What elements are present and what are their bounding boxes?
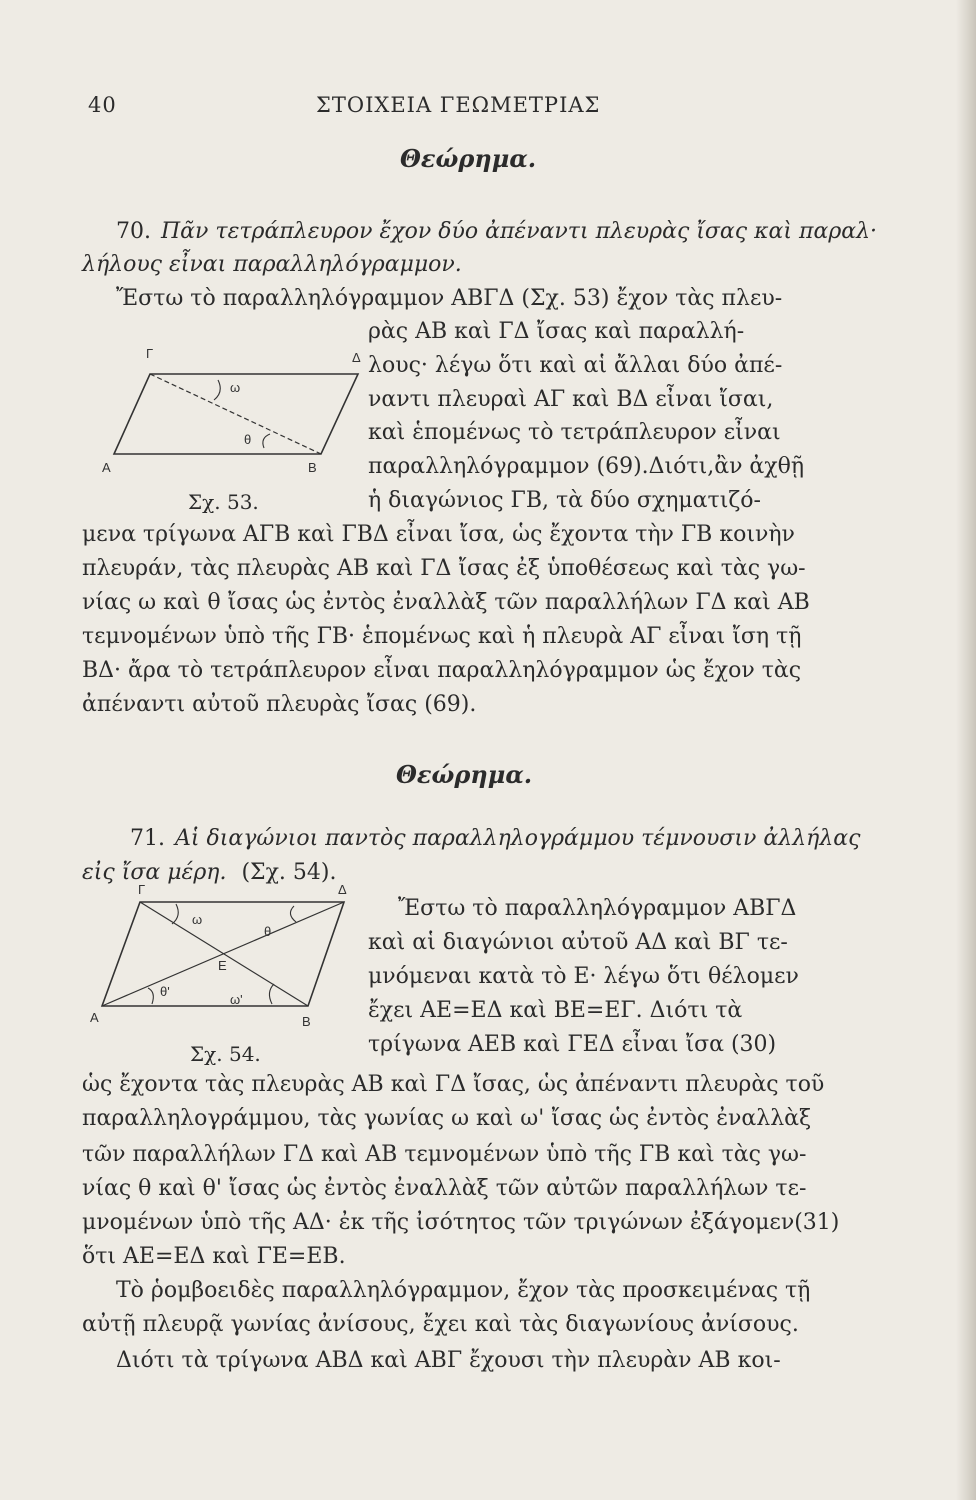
- theorem-heading-70: Θεώρημα.: [400, 144, 537, 173]
- label-e: Ε: [218, 958, 227, 973]
- proof-71-line: ἔχει ΑΕ=ΕΔ καὶ ΒΕ=ΕΓ. Διότι τὰ: [368, 998, 743, 1023]
- label-b: Β: [308, 460, 317, 475]
- proof-70-line: νίας ω καὶ θ ἴσας ὡς ἐντὸς ἐναλλὰξ τῶν παραλλήλων ΓΔ καὶ ΑΒ: [82, 590, 810, 615]
- proof-71-line: τρίγωνα ΑΕΒ καὶ ΓΕΔ εἶναι ἴσα (30): [368, 1032, 777, 1057]
- proof-70-line: ἀπέναντι αὐτοῦ πλευρὰς ἴσας (69).: [82, 692, 477, 717]
- page-edge: [956, 0, 976, 1500]
- label-d: Δ: [338, 882, 347, 897]
- proof-71-line: νίας θ καὶ θ' ἴσας ὡς ἐντὸς ἐναλλὰξ τῶν αὐτῶν παραλλήλων τε-: [82, 1176, 807, 1201]
- proof-71-line: αὐτῇ πλευρᾷ γωνίας ἀνίσους, ἔχει καὶ τὰς διαγωνίους ἀνίσους.: [82, 1312, 799, 1337]
- proof-70-line: ΒΔ· ἄρα τὸ τετράπλευρον εἶναι παραλληλόγραμμον ὡς ἔχον τὰς: [82, 658, 802, 683]
- label-omega: ω: [192, 912, 203, 927]
- figure-53-caption: Σχ. 53.: [188, 490, 259, 514]
- theorem-statement-70-line1: [116, 217, 878, 247]
- proof-71-line: καὶ αἱ διαγώνιοι αὐτοῦ ΑΔ καὶ ΒΓ τε-: [368, 930, 788, 955]
- proof-71-line: Διότι τὰ τρίγωνα ΑΒΔ καὶ ΑΒΓ ἔχουσι τὴν πλευρὰν ΑΒ κοι-: [116, 1348, 781, 1373]
- angle-theta-arc: [290, 906, 296, 922]
- label-a: Α: [90, 1010, 99, 1025]
- page-number: 40: [88, 93, 117, 117]
- figure-54: [88, 880, 368, 1050]
- proof-71-line: τῶν παραλλήλων ΓΔ καὶ ΑΒ τεμνομένων ὑπὸ τῆς ΓΒ καὶ τὰς γω-: [82, 1142, 807, 1167]
- theorem-statement-71-line1: [130, 824, 861, 854]
- label-g: Γ: [138, 882, 146, 897]
- proof-70-line: ναντι πλευραὶ ΑΓ καὶ ΒΔ εἶναι ἴσαι,: [368, 387, 774, 412]
- proof-70-line: Ἔστω τὸ παραλληλόγραμμον ΑΒΓΔ (Σχ. 53) ἔχον τὰς πλευ-: [116, 286, 783, 311]
- proof-70-line: πλευράν, τὰς πλευρὰς ΑΒ καὶ ΓΔ ἴσας ἐξ ὑποθέσεως καὶ τὰς γω-: [82, 556, 806, 581]
- label-theta2: θ': [160, 984, 170, 999]
- angle-omega2-arc: [269, 984, 274, 1004]
- label-b: Β: [302, 1014, 311, 1029]
- angle-theta2-arc: [148, 988, 153, 1004]
- proof-70-line: μενα τρίγωνα ΑΓΒ καὶ ΓΒΔ εἶναι ἴσα, ὡς ἔχοντα τὴν ΓΒ κοινὴν: [82, 522, 795, 547]
- label-d: Δ: [352, 350, 361, 365]
- label-g: Γ: [146, 346, 154, 361]
- angle-omega-arc: [214, 380, 220, 400]
- label-a: Α: [102, 460, 111, 475]
- proof-70-line: ρὰς ΑΒ καὶ ΓΔ ἴσας καὶ παραλλή-: [368, 319, 745, 344]
- label-theta: θ: [264, 924, 272, 939]
- proof-71-line: μνομένων ὑπὸ τῆς ΑΔ· ἐκ τῆς ἰσότητος τῶν τριγώνων ἐξάγομεν(31): [82, 1210, 840, 1235]
- label-theta: θ: [244, 432, 252, 447]
- label-omega: ω: [230, 380, 241, 395]
- theorem-statement-70: [161, 217, 877, 247]
- proof-70-line: τεμνομένων ὑπὸ τῆς ΓΒ· ἑπομένως καὶ ἡ πλευρὰ ΑΓ εἶναι ἴση τῇ: [82, 624, 802, 649]
- statement-text: εἰς ἴσα μέρη.: [82, 860, 227, 885]
- theorem-statement-70-line2: λήλους εἶναι παραλληλόγραμμον.: [82, 252, 462, 277]
- proof-71-line: ὅτι ΑΕ=ΕΔ καὶ ΓΕ=ΕΒ.: [82, 1244, 346, 1269]
- running-title: ΣΤΟΙΧΕΙΑ ΓΕΩΜΕΤΡΙΑΣ: [316, 93, 601, 117]
- theorem-number-70: 70.: [116, 219, 151, 244]
- figure-54-caption: Σχ. 54.: [190, 1042, 261, 1066]
- proof-71-line: μνόμεναι κατὰ τὸ Ε· λέγω ὅτι θέλομεν: [368, 964, 799, 989]
- proof-71-line: Ἔστω τὸ παραλληλόγραμμον ΑΒΓΔ: [398, 896, 797, 921]
- proof-71-line: Τὸ ῥομβοειδὲς παραλληλόγραμμον, ἔχον τὰς προσκειμένας τῇ: [116, 1278, 811, 1303]
- theorem-heading-71: Θεώρημα.: [396, 760, 533, 789]
- angle-theta-arc: [263, 434, 270, 448]
- statement-text: Πᾶν τετράπλευρον ἔχον δύο ἀπέναντι πλευρὰς ἴσας καὶ παραλ·: [161, 219, 878, 244]
- theorem-statement-71: Αἱ διαγώνιοι παντὸς παραλληλογράμμου τέμνουσιν ἀλλήλας: [175, 826, 861, 851]
- theorem-number-71: 71.: [130, 826, 165, 851]
- proof-70-line: λους· λέγω ὅτι καὶ αἱ ἄλλαι δύο ἀπέ-: [368, 353, 783, 378]
- label-omega2: ω': [230, 992, 243, 1007]
- proof-71-line: ὡς ἔχοντα τὰς πλευρὰς ΑΒ καὶ ΓΔ ἴσας, ὡς ἀπέναντι πλευρὰς τοῦ: [82, 1072, 825, 1097]
- proof-70-line: καὶ ἑπομένως τὸ τετράπλευρον εἶναι: [368, 420, 781, 445]
- proof-70-line: παραλληλόγραμμον (69).Διότι,ἂν ἀχθῇ: [368, 454, 805, 479]
- figure-reference: (Σχ. 54).: [241, 860, 337, 885]
- angle-omega-arc: [172, 904, 178, 924]
- proof-70-line: ἡ διαγώνιος ΓΒ, τὰ δύο σχηματιζό-: [368, 488, 761, 513]
- proof-71-line: παραλληλογράμμου, τὰς γωνίας ω καὶ ω' ἴσας ὡς ἐντὸς ἐναλλὰξ: [82, 1106, 812, 1131]
- figure-53: [100, 330, 380, 490]
